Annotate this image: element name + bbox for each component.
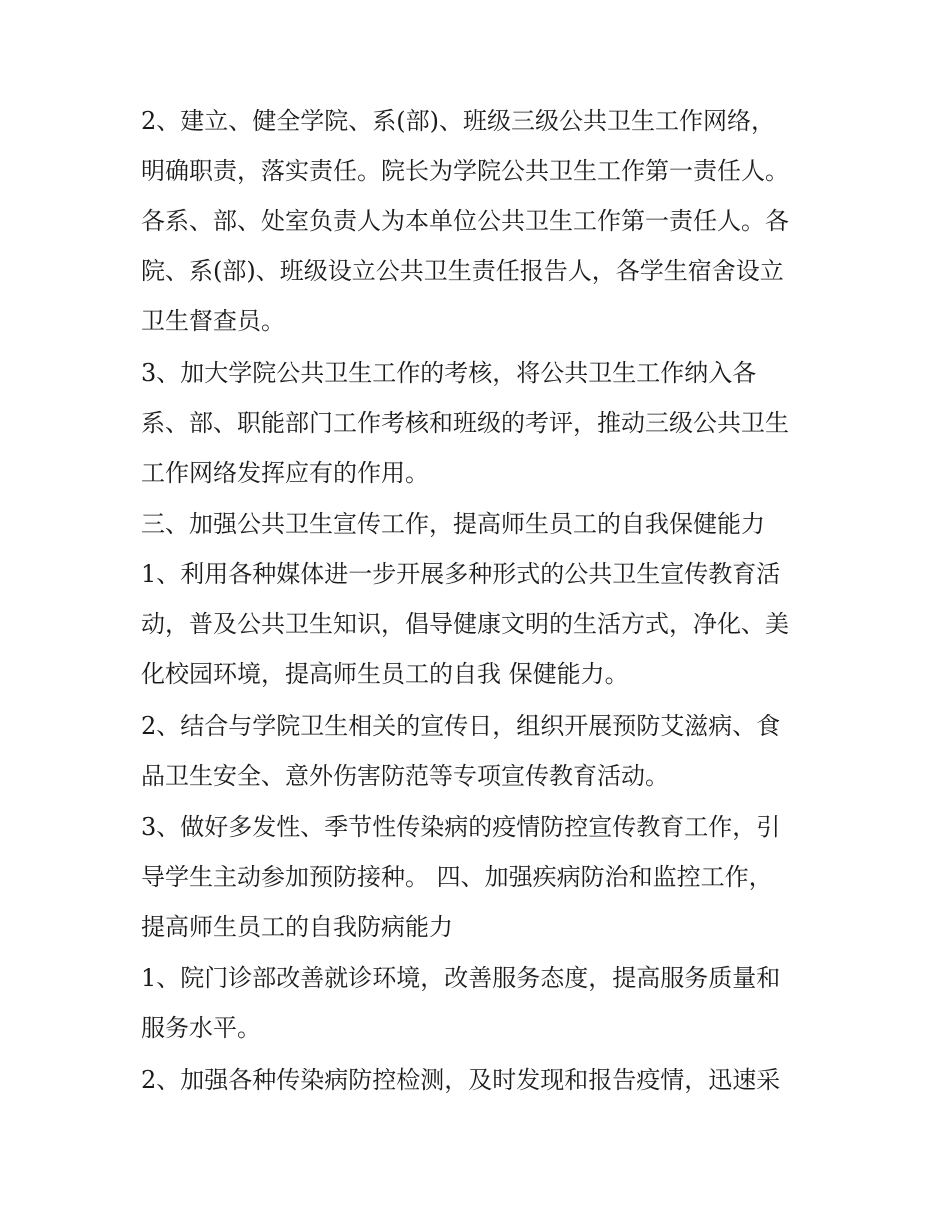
- text-line: 卫生督查员。: [141, 307, 285, 335]
- text-line: 化校园环境，提高师生员工的自我 保健能力。: [141, 660, 629, 688]
- text-line: 2、结合与学院卫生相关的宣传日，组织开展预防艾滋病、食: [141, 712, 781, 740]
- text-line: 1、利用各种媒体进一步开展多种形式的公共卫生宣传教育活: [141, 560, 781, 588]
- text-line: 工作网络发挥应有的作用。: [141, 459, 429, 487]
- text-line: 3、加大学院公共卫生工作的考核，将公共卫生工作纳入各: [141, 359, 757, 387]
- text-line: 各系、部、处室负责人为本单位公共卫生工作第一责任人。各: [141, 207, 789, 235]
- text-line: 服务水平。: [141, 1014, 261, 1042]
- text-line: 提高师生员工的自我防病能力: [141, 913, 453, 941]
- text-line: 动，普及公共卫生知识，倡导健康文明的生活方式，净化、美: [141, 610, 789, 638]
- text-line: 3、做好多发性、季节性传染病的疫情防控宣传教育工作，引: [141, 813, 781, 841]
- text-line: 1、院门诊部改善就诊环境，改善服务态度，提高服务质量和: [141, 964, 781, 992]
- text-line: 系、部、职能部门工作考核和班级的考评，推动三级公共卫生: [141, 409, 789, 437]
- text-line: 明确职责，落实责任。院长为学院公共卫生工作第一责任人。: [141, 157, 789, 185]
- text-line: 三、加强公共卫生宣传工作，提高师生员工的自我保健能力: [141, 510, 765, 538]
- text-line: 2、加强各种传染病防控检测，及时发现和报告疫情，迅速采: [141, 1066, 781, 1094]
- text-line: 2、建立、健全学院、系(部)、班级三级公共卫生工作网络，: [141, 107, 775, 135]
- text-line: 院、系(部)、班级设立公共卫生责任报告人，各学生宿舍设立: [141, 257, 784, 285]
- text-line: 导学生主动参加预防接种。 四、加强疾病防治和监控工作，: [141, 863, 773, 891]
- text-line: 品卫生安全、意外伤害防范等专项宣传教育活动。: [141, 762, 669, 790]
